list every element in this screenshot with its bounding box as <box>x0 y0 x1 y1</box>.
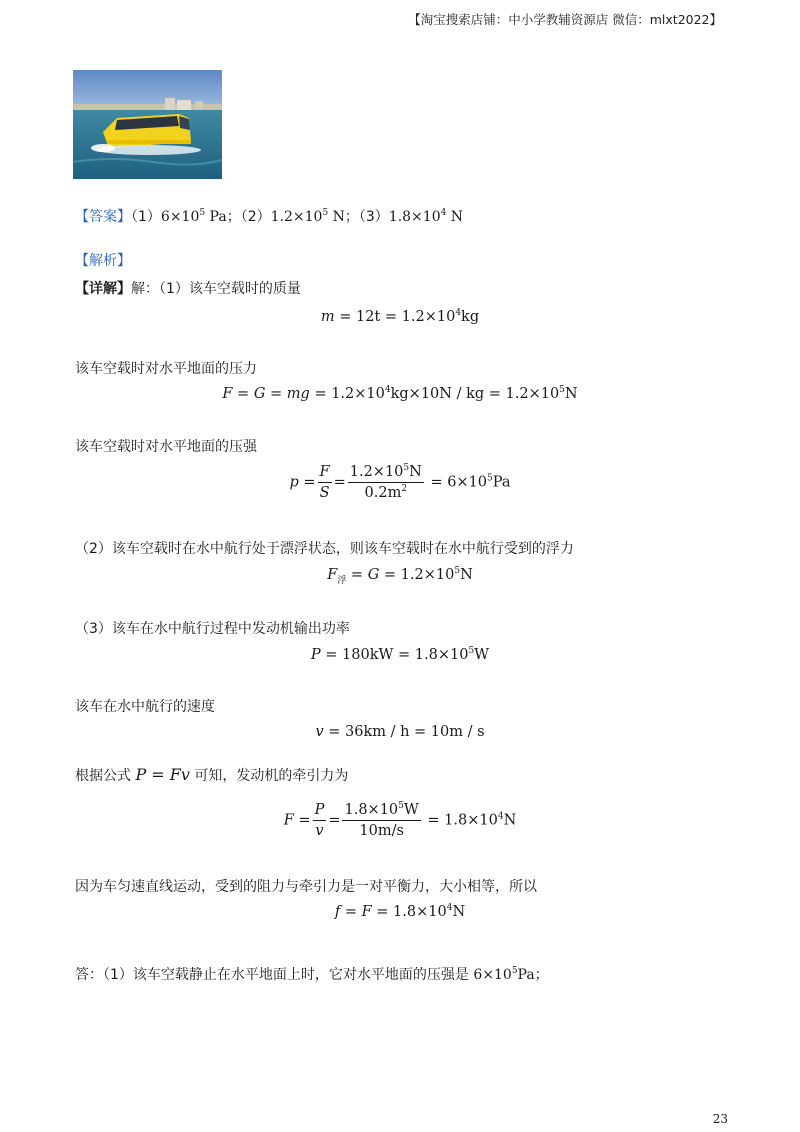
answer-part3-exp: 4 <box>440 208 447 218</box>
eq4-val: = 1.2×10 <box>379 567 455 583</box>
eq2-a: F <box>222 386 233 402</box>
eq3-frac2-num <box>348 464 424 483</box>
eq5-exp: 5 <box>468 646 475 656</box>
eq3-num-exp: 5 <box>403 463 410 473</box>
text9-exp: 5 <box>511 966 518 976</box>
eq2-rest1: = 1.2×10 <box>309 386 385 402</box>
text7-formula: P = Fv <box>135 765 190 784</box>
text7-post: 可知，发动机的牵引力为 <box>189 768 349 784</box>
text7-pre: 根据公式 <box>75 768 136 784</box>
text-power: （3）该车在水中航行过程中发动机输出功率 <box>75 621 350 637</box>
equation-speed <box>0 724 800 740</box>
eq8-a: f <box>334 904 341 920</box>
answer-part2-exp: 5 <box>322 208 329 218</box>
eq3-result: = 6×10 <box>425 474 488 491</box>
text-speed: 该车在水中航行的速度 <box>75 699 215 715</box>
eq3-den-val: 0.2m <box>364 485 402 501</box>
eq4-unit: N <box>460 567 473 583</box>
eq8-val: = 1.8×10 <box>371 904 447 920</box>
text-formula <box>75 765 348 785</box>
eq5-unit: W <box>474 647 490 663</box>
eq2-c: mg <box>286 386 310 402</box>
equation-buoyancy: $F_浮 = G = 1.2\times 10^5N$ <box>327 566 473 586</box>
answer-part3-label: （3） <box>358 209 389 225</box>
page-header: 【淘宝搜索店铺：中小学教辅资源店 微信：mlxt2022】 <box>408 12 722 27</box>
answer-line <box>75 206 463 226</box>
eq7-num-exp: 5 <box>398 801 404 811</box>
eq7-frac2-den: 10m/s <box>359 823 404 839</box>
eq5-val: = 180kW = 1.8×10 <box>320 647 469 663</box>
eq2-exp1: 4 <box>384 385 391 395</box>
equation-mass <box>0 309 800 325</box>
eq7-result-exp: 4 <box>497 811 504 822</box>
text9-pre: 答：（1）该车空载静止在水平地面上时，它对水平地面的压强是 <box>75 967 474 983</box>
eq5-lhs: P <box>310 647 321 663</box>
eq3-frac2 <box>348 464 424 501</box>
analysis-tag: 【解析】 <box>75 253 131 269</box>
text-pressure-force: 该车空载时对水平地面的压力 <box>75 361 257 377</box>
text-buoyancy: （2）该车空载时在水中航行处于漂浮状态，则该车空载时在水中航行受到的浮力 <box>75 541 574 557</box>
eq1-lhs: m <box>320 309 335 325</box>
eq2-b: G <box>253 386 266 402</box>
eq7-frac1-num: P <box>313 802 327 821</box>
text-pressure: 该车空载时对水平地面的压强 <box>75 439 257 455</box>
answer-part1-unit: Pa； <box>205 209 241 225</box>
eq3-result-unit: Pa <box>492 474 511 491</box>
detail-line <box>75 278 301 298</box>
eq8-b: F <box>361 904 372 920</box>
answer-part2-value: 1.2×10 <box>270 209 323 225</box>
eq1-exp: 4 <box>455 308 462 318</box>
eq6-val: = 36km / h = 10m / s <box>323 724 485 740</box>
eq7-lhs: F <box>283 812 294 829</box>
eq3-num-val: 1.2×10 <box>349 464 404 480</box>
eq8-unit: N <box>452 904 466 920</box>
eq3-num-unit: N <box>409 464 422 480</box>
text-balance: 因为车匀速直线运动，受到的阻力与牵引力是一对平衡力，大小相等，所以 <box>75 879 537 895</box>
eq7-result-unit: N <box>503 812 517 829</box>
eq7-result: = 1.8×10 <box>422 812 498 829</box>
detail-tag: 【详解】 <box>75 281 131 297</box>
eq2-exp2: 5 <box>559 385 565 395</box>
eq8-exp: 4 <box>446 903 453 913</box>
eq7-frac2-num <box>342 802 420 821</box>
answer-part3-value: 1.8×10 <box>388 209 441 225</box>
page-number: 23 <box>712 1112 728 1126</box>
final-answer <box>75 964 549 984</box>
eq7-frac1-den: v <box>315 823 324 839</box>
eq7-frac2 <box>342 802 420 839</box>
equation-pressure: p = $\frac{F}{S}$ = $\frac{1.2\times 10^5N}{0.2m^2}$ = $6\times 10^5Pa$ <box>289 463 511 501</box>
equation-power <box>0 647 800 663</box>
eq3-frac2-den <box>348 483 424 501</box>
answer-part2-label: （2） <box>240 209 271 225</box>
eq4-exp: 5 <box>454 566 461 576</box>
answer-part3-unit: N <box>446 209 464 225</box>
eq6-lhs: v <box>315 724 324 740</box>
eq7-num-val: 1.8×10 <box>344 802 399 818</box>
eq3-lhs: p <box>289 474 299 491</box>
answer-tag: 【答案】 <box>75 209 131 225</box>
text9-val: 6×10 <box>473 967 512 983</box>
answer-part1-exp: 5 <box>199 208 206 218</box>
eq2-rest2: kg×10N / kg = 1.2×10 <box>390 386 560 402</box>
equation-traction: F = $\frac{P}{v}$ = $\frac{1.8\times 10^5W}{10m/s}$ = $1.8\times 10^4N$ <box>283 801 517 839</box>
amphibious-bus-photo <box>73 70 222 179</box>
eq3-den-exp: 2 <box>401 484 408 494</box>
eq7-num-unit: W <box>403 802 419 818</box>
eq1-mid: = 12t = 1.2×10 <box>334 309 456 325</box>
eq3-frac1-den: S <box>319 485 330 501</box>
answer-part2-unit: N； <box>328 209 359 225</box>
eq2-unit: N <box>564 386 578 402</box>
eq4-sub: 浮 <box>337 576 347 586</box>
eq3-frac1-num: F <box>318 464 332 483</box>
equation-friction: $f = F = 1.8\times 10^4N$ <box>334 903 466 920</box>
eq3-result-exp: 5 <box>487 473 493 484</box>
detail-intro: 解：（1）该车空载时的质量 <box>131 281 301 297</box>
answer-part1-value: 6×10 <box>160 209 200 225</box>
eq7-frac1 <box>313 802 327 839</box>
eq3-frac1 <box>318 464 332 501</box>
text9-unit: Pa； <box>517 967 549 983</box>
eq4-lhs: F <box>327 567 338 583</box>
eq4-mid: G <box>367 567 380 583</box>
eq1-unit: kg <box>461 309 480 325</box>
equation-force: F = G = mg = $1.2\times 10^4kg\times 10N$ / kg = $1.2\times 10^5N$ <box>222 385 578 402</box>
answer-part1-label: （1） <box>131 209 161 225</box>
